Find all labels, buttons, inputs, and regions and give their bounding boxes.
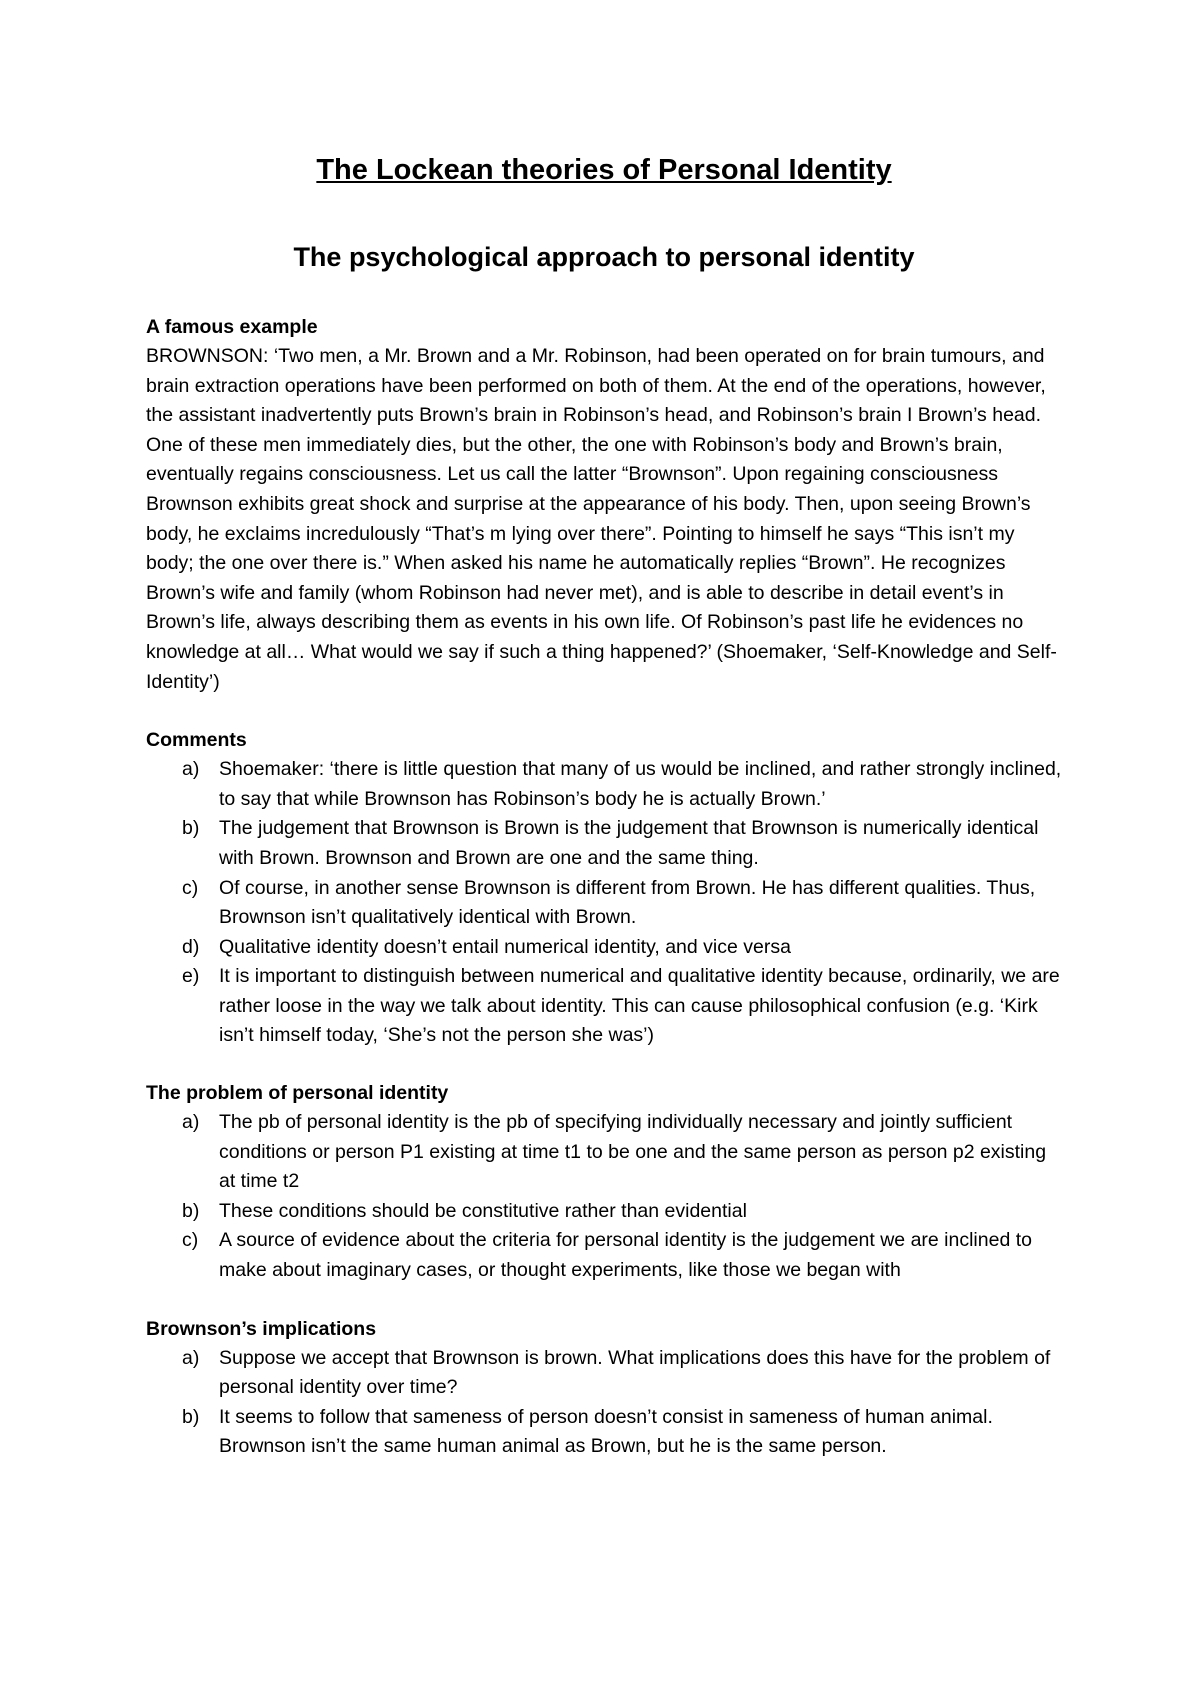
section-comments — [146, 725, 1062, 1051]
problem-list — [146, 1108, 1062, 1286]
section-brownsons-implications — [146, 1314, 1062, 1462]
document-title: The Lockean theories of Personal Identity — [316, 154, 892, 186]
list-item-text: Of course, in another sense Brownson is different from Brown. He has different qualities. Thus, Brownson isn’t qualitatively identical with Brown. — [219, 876, 1036, 929]
document-subtitle: The psychological approach to personal identity — [293, 242, 915, 272]
implications-list — [146, 1344, 1062, 1462]
list-item-text: Shoemaker: ‘there is little question that many of us would be inclined, and rather strongly inclined, to say that while Brownson has Robinson’s body he is actually Brown.’ — [219, 758, 1062, 810]
list-marker: c) — [182, 1229, 199, 1252]
example-paragraph: BROWNSON: ‘Two men, a Mr. Brown and a Mr. Robinson, had been operated on for brain tumours, and brain extraction operations have been performed on both of them. At the end of the operations, however, the assistant inadvertently puts Brown’s brain in Robinson’s head, and Robinson’s brain I Brown’s head. One of these men immediately dies, but the other, the one with Robinson’s body and Brown’s brain, eventually regains consciousness. Let us call the latter “Brownson”. Upon regaining consciousness Brownson exhibits great shock and surprise at the appearance of his body. Then, upon seeing Brown’s body, he exclaims incredulously “That’s m lying over there”. Pointing to himself he says “This isn’t my body; the one over there is.” When asked his name he automatically replies “Brown”. He recognizes Brown’s wife and family (whom Robinson had never met), and is able to describe in detail event’s in Brown’s life, always describing them as events in his own life. Of Robinson’s past life he evidences no knowledge at all… What would we say if such a thing happened?’ (Shoemaker, ‘Self-Knowledge and Self-Identity’) — [146, 345, 1057, 693]
list-item — [146, 962, 1062, 1051]
list-item-text: It seems to follow that sameness of person doesn’t consist in sameness of human animal. Brownson isn’t the same human animal as Brown, but he is the same person. — [219, 1405, 993, 1458]
list-item — [146, 933, 1062, 963]
list-item — [146, 1403, 1062, 1462]
list-item — [146, 1226, 1062, 1285]
section-problem-of-personal-identity — [146, 1078, 1062, 1286]
list-item-text: A source of evidence about the criteria for personal identity is the judgement we are inclined to make about imaginary cases, or thought experiments, like those we began with — [219, 1229, 1032, 1282]
list-item — [146, 814, 1062, 873]
list-item-text: It is important to distinguish between numerical and qualitative identity because, ordinarily, we are rather loose in the way we talk about identity. This can cause philosophical confusion (e.g. ‘Kirk isn’t himself today, ‘She’s not the person she was’) — [219, 965, 1060, 1047]
section-heading: Brownson’s implications — [146, 1317, 377, 1340]
section-famous-example — [146, 312, 1062, 697]
list-marker: d) — [182, 935, 200, 958]
list-item — [146, 1197, 1062, 1227]
list-item — [146, 1108, 1062, 1197]
list-marker: a) — [182, 1111, 200, 1134]
list-item-text: These conditions should be constitutive rather than evidential — [219, 1199, 747, 1222]
list-item — [146, 1344, 1062, 1403]
list-item-text: Suppose we accept that Brownson is brown. What implications does this have for the problem of personal identity over time? — [219, 1346, 1051, 1399]
list-marker: b) — [182, 817, 200, 840]
list-marker: b) — [182, 1199, 200, 1222]
list-marker: a) — [182, 758, 200, 781]
list-marker: b) — [182, 1405, 200, 1428]
list-marker: e) — [182, 965, 200, 988]
list-item — [146, 755, 1062, 814]
list-marker: a) — [182, 1346, 200, 1369]
section-heading: A famous example — [146, 316, 318, 338]
list-marker: c) — [182, 876, 199, 899]
list-item — [146, 874, 1062, 933]
list-item-text: Qualitative identity doesn’t entail numerical identity, and vice versa — [219, 935, 791, 958]
comments-list — [146, 755, 1062, 1051]
list-item-text: The pb of personal identity is the pb of specifying individually necessary and jointly sufficient conditions or person P1 existing at time t1 to be one and the same person as person p2 existing at time t2 — [219, 1111, 1047, 1193]
section-heading: The problem of personal identity — [146, 1082, 449, 1105]
list-item-text: The judgement that Brownson is Brown is the judgement that Brownson is numerically identical with Brown. Brownson and Brown are one and the same thing. — [219, 817, 1039, 869]
section-heading: Comments — [146, 729, 247, 752]
